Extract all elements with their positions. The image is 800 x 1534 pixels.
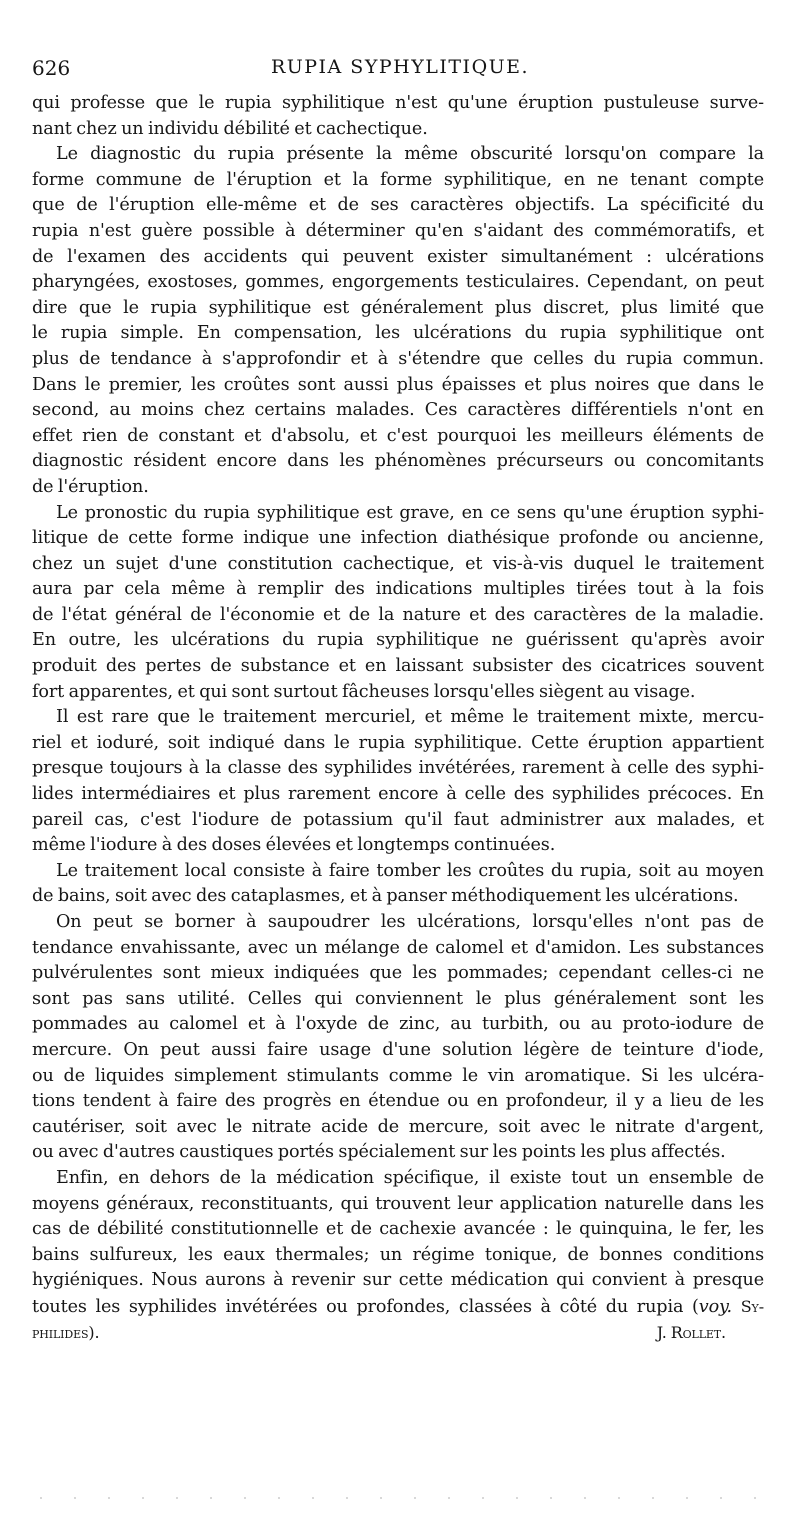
text-line: pommades au calomel et à l'oxyde de zinc, au turbith, ou au proto-iodure de <box>32 1014 764 1035</box>
paragraph <box>32 501 764 706</box>
text-line: bains sulfureux, les eaux thermales; un régime tonique, de bonnes conditions <box>32 1244 764 1265</box>
page-number: 626 <box>32 56 71 80</box>
text-line: Enfin, en dehors de la médication spécifique, il existe tout un ensemble de <box>56 1167 764 1188</box>
text-line: moyens généraux, reconstituants, qui trouvent leur application naturelle dans les <box>32 1193 764 1214</box>
text-line: mercure. On peut aussi faire usage d'une solution légère de teinture d'iode, <box>32 1039 764 1060</box>
text-line: cautériser, soit avec le nitrate acide de mercure, soit avec le nitrate d'argent, <box>32 1116 764 1137</box>
text-line: diagnostic résident encore dans les phénomènes précurseurs ou concomitants <box>32 451 764 472</box>
text-line: sont pas sans utilité. Celles qui conviennent le plus généralement sont les <box>32 988 764 1009</box>
paragraph <box>32 142 764 500</box>
signature-row <box>32 1320 764 1346</box>
text-line: tions tendent à faire des progrès en étendue ou en profondeur, il y a lieu de les <box>32 1091 764 1112</box>
text-line: Le pronostic du rupia syphilitique est grave, en ce sens qu'une éruption syphi- <box>56 502 764 523</box>
paragraph <box>32 910 764 1166</box>
text-line: Il est rare que le traitement mercuriel, et même le traitement mixte, mercu- <box>56 707 764 728</box>
text-line: qui professe que le rupia syphilitique n'est qu'une éruption pustuleuse surve- <box>32 93 764 113</box>
text-line: de l'examen des accidents qui peuvent exister simultanément : ulcérations <box>32 246 764 267</box>
paragraph <box>32 859 764 910</box>
bottom-edge-dots <box>40 1497 760 1499</box>
text-line: presque toujours à la classe des syphilides invétérées, rarement à celle des syphi- <box>32 758 764 779</box>
text-line: de bains, soit avec des cataplasmes, et à panser méthodiquement les ulcérations. <box>32 886 739 907</box>
text-line: En outre, les ulcérations du rupia syphilitique ne guérissent qu'après avoir <box>32 630 764 651</box>
body-text <box>32 91 764 1345</box>
text-line: riel et ioduré, soit indiqué dans le rupia syphilitique. Cette éruption appartient <box>32 732 764 753</box>
text-line: produit des pertes de substance et en laissant subsister des cicatrices souvent <box>32 656 764 677</box>
text-line: ou de liquides simplement stimulants comme le vin aromatique. Si les ulcéra- <box>32 1065 764 1086</box>
paragraph <box>32 705 764 859</box>
text-line: effet rien de constant et d'absolu, et c'est pourquoi les meilleurs éléments de <box>32 425 764 446</box>
text-line: pharyngées, exostoses, gommes, engorgements testiculaires. Cependant, on peut <box>32 272 764 293</box>
text-line: même l'iodure à des doses élevées et longtemps continuées. <box>32 835 556 856</box>
text-line: hygiéniques. Nous aurons à revenir sur cette médication qui convient à presque <box>32 1270 764 1291</box>
running-title: RUPIA SYPHYLITIQUE. <box>270 56 530 78</box>
text-line: plus de tendance à s'approfondir et à s'étendre que celles du rupia commun. <box>32 348 764 369</box>
text-line: rupia n'est guère possible à déterminer qu'en s'aidant des commémoratifs, et <box>32 220 764 241</box>
text-line: cas de débilité constitutionnelle et de cachexie avancée : le quinquina, le fer, les <box>32 1219 764 1240</box>
text-line: aura par cela même à remplir des indications multiples tirées tout à la fois <box>32 579 764 600</box>
text-line: pareil cas, c'est l'iodure de potassium qu'il faut administrer aux malades, et <box>32 809 764 830</box>
text-line: On peut se borner à saupoudrer les ulcérations, lorsqu'elles n'ont pas de <box>56 912 764 932</box>
author-signature: J. Rollet. <box>656 1322 726 1342</box>
text-line: chez un sujet d'une constitution cachectique, et vis-à-vis duquel le traitement <box>32 553 764 574</box>
text-line: second, au moins chez certains malades. Ces caractères différentiels n'ont en <box>32 400 764 421</box>
text-line: le rupia simple. En compensation, les ulcérations du rupia syphilitique ont <box>32 323 764 344</box>
text-line: de l'éruption. <box>32 476 149 497</box>
text-line: de l'état général de l'économie et de la nature et des caractères de la maladie. <box>32 604 764 625</box>
text-line: litique de cette forme indique une infection diathésique profonde ou ancienne, <box>32 528 764 549</box>
cross-reference: philides). <box>32 1322 100 1342</box>
text-line: Le traitement local consiste à faire tomber les croûtes du rupia, soit au moyen <box>56 860 764 881</box>
text-line: que de l'éruption elle-même et de ses caractères objectifs. La spécificité du <box>32 195 764 216</box>
text-line: tendance envahissante, avec un mélange de calomel et d'amidon. Les substances <box>32 937 764 958</box>
text-line: forme commune de l'éruption et la forme syphilitique, en ne tenant compte <box>32 169 764 190</box>
paragraph <box>32 1166 764 1320</box>
text-line: nant chez un individu débilité et cachectique. <box>32 118 428 139</box>
text-line: fort apparentes, et qui sont surtout fâcheuses lorsqu'elles siègent au visage. <box>32 681 696 702</box>
text-line: toutes les syphilides invétérées ou profondes, classées à côté du rupia (voy. Sy- <box>32 1296 764 1317</box>
page-header <box>32 52 768 84</box>
paragraph <box>32 91 764 142</box>
text-line: ou avec d'autres caustiques portés spécialement sur les points les plus affectés. <box>32 1142 726 1163</box>
text-line: pulvérulentes sont mieux indiquées que les pommades; cependant celles-ci ne <box>32 963 764 984</box>
text-line: Dans le premier, les croûtes sont aussi plus épaisses et plus noires que dans le <box>32 374 764 395</box>
text-line: lides intermédiaires et plus rarement encore à celle des syphilides précoces. En <box>32 784 764 805</box>
text-line: dire que le rupia syphilitique est généralement plus discret, plus limité que <box>32 297 764 318</box>
text-line: Le diagnostic du rupia présente la même obscurité lorsqu'on compare la <box>56 144 764 165</box>
